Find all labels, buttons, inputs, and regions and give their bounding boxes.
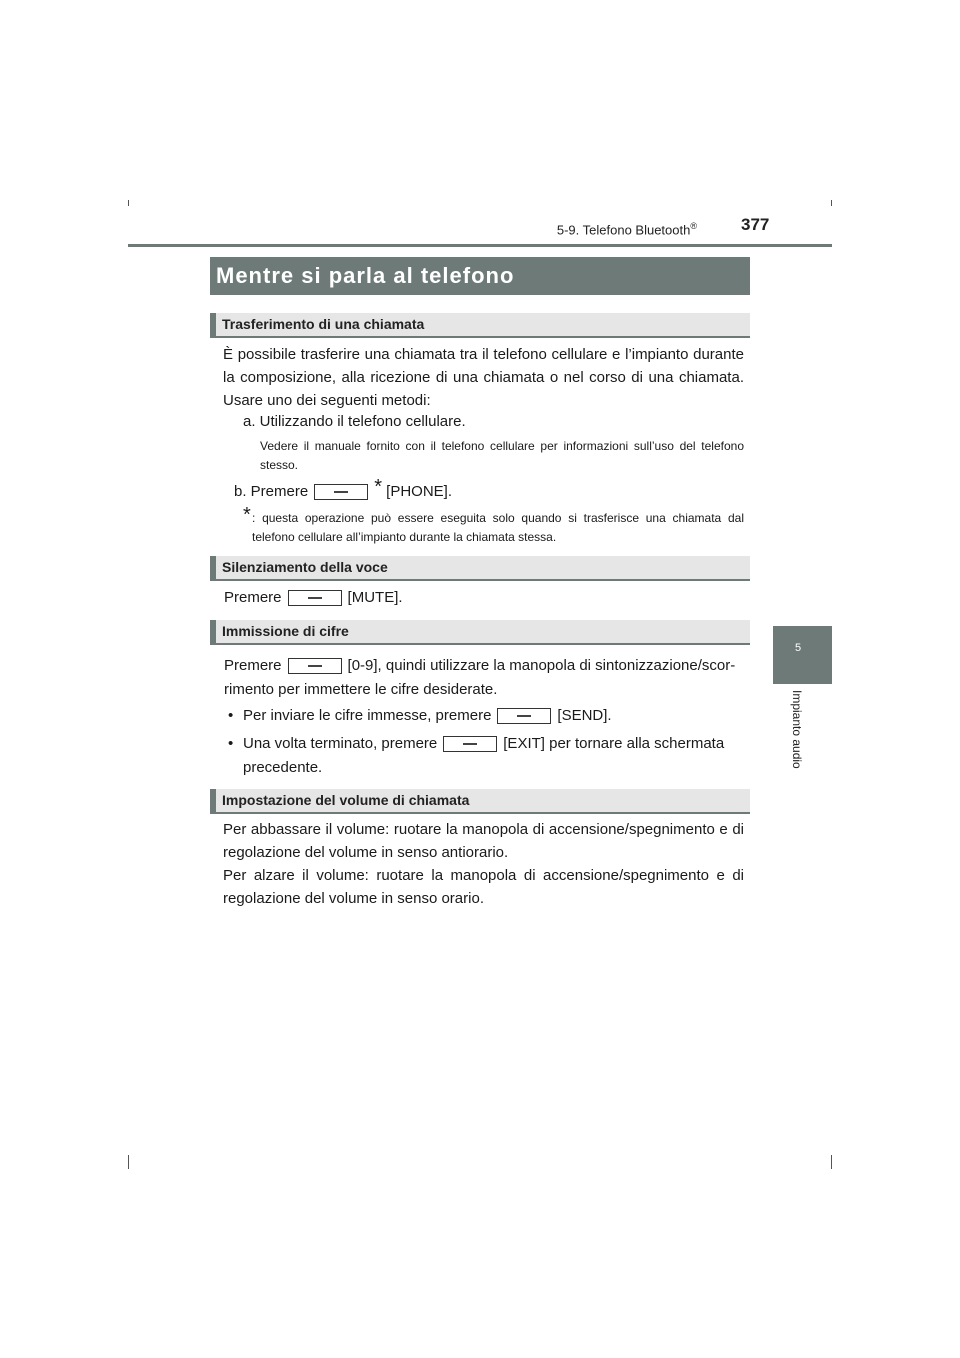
exit-button[interactable]	[443, 736, 497, 752]
digits-send-instruction: Per inviare le cifre immesse, premere [SEND].	[243, 707, 612, 724]
mute-instruction: Premere [MUTE].	[224, 589, 403, 606]
bullet: •	[228, 735, 234, 752]
section-heading-digits: Immissione di cifre	[210, 620, 750, 645]
page-number: 377	[741, 215, 770, 234]
button-dash-icon	[334, 491, 348, 493]
chapter-title-vertical: Impianto audio	[790, 690, 804, 769]
transfer-option-b: b. Premere * [PHONE].	[234, 476, 453, 500]
crop-mark	[128, 200, 129, 206]
digits-button[interactable]	[288, 658, 342, 674]
crop-mark	[128, 1155, 129, 1169]
digits-instruction-line2: rimento per immettere le cifre desiderate.	[224, 681, 498, 698]
section-heading-transfer: Trasferimento di una chiamata	[210, 313, 750, 338]
transfer-option-a-note: Vedere il manuale fornito con il telefono cellulare per informazioni sull’uso del telefono stesso.	[260, 439, 744, 472]
chapter-number: 5	[795, 642, 802, 654]
header-section-label: 5-9. Telefono Bluetooth®	[556, 221, 697, 238]
button-dash-icon	[308, 597, 322, 599]
transfer-footnote: : questa operazione può essere eseguita solo quando si trasferisce una chiamata dal telefono cellulare all’impianto durante la chiamata stessa.	[252, 511, 744, 544]
button-dash-icon	[463, 743, 477, 745]
mute-button[interactable]	[288, 590, 342, 606]
footnote-mark: *	[243, 504, 251, 526]
button-dash-icon	[517, 715, 531, 717]
send-button[interactable]	[497, 708, 551, 724]
bullet: •	[228, 707, 234, 724]
digits-exit-instruction: Una volta terminato, premere [EXIT] per tornare alla schermata	[243, 735, 725, 752]
section-heading-mute: Silenziamento della voce	[210, 556, 750, 581]
phone-button[interactable]	[314, 484, 368, 500]
chapter-tab[interactable]	[773, 626, 832, 684]
crop-mark	[831, 1155, 832, 1169]
header-rule	[128, 244, 832, 247]
volume-lower-instruction: Per abbassare il volume: ruotare la manopola di accensione/spegnimento e di regolazione del volume in senso antiorario.	[223, 821, 744, 861]
button-dash-icon	[308, 665, 322, 667]
crop-mark	[831, 200, 832, 206]
digits-exit-line2: precedente.	[243, 759, 323, 776]
volume-raise-instruction: Per alzare il volume: ruotare la manopola di accensione/spegnimento e di regolazione del volume in senso orario.	[223, 867, 744, 907]
page-title: Mentre si parla al telefono	[210, 257, 750, 295]
transfer-option-a: a. Utilizzando il telefono cellulare.	[243, 413, 466, 430]
section-heading-volume: Impostazione del volume di chiamata	[210, 789, 750, 814]
transfer-intro: È possibile trasferire una chiamata tra il telefono cellulare e l’impianto durante la composizione, alla ricezione di una chiamata o nel corso di una chiamata. Usare uno dei seguenti metodi:	[223, 346, 744, 409]
digits-instruction-line1: Premere [0-9], quindi utilizzare la manopola di sintonizzazione/scor-	[224, 657, 736, 674]
